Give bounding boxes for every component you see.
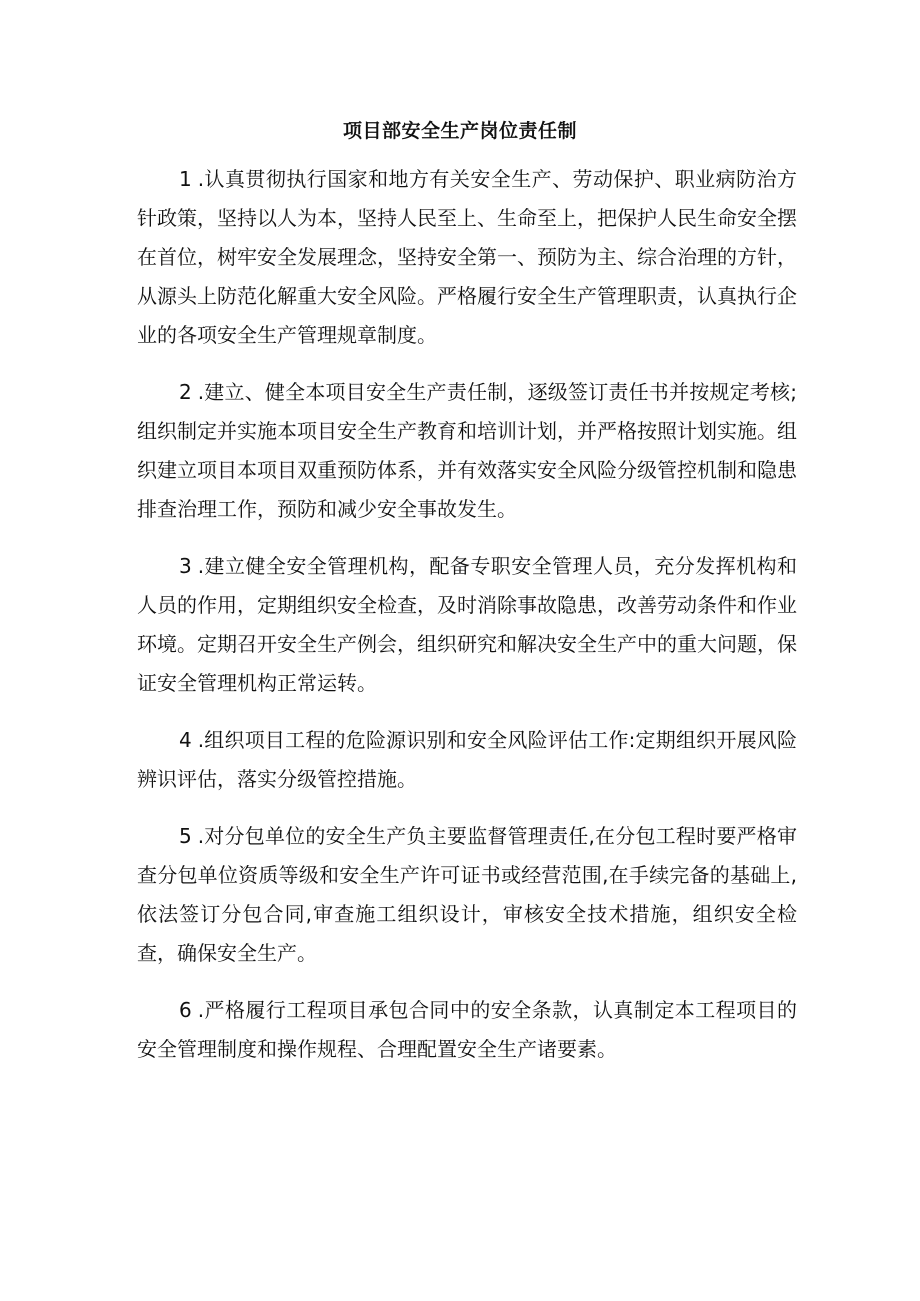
document-title: 项目部安全生产岗位责任制 [342, 120, 577, 142]
paragraph-number: 1 [179, 167, 198, 191]
paragraph-text: .对分包单位的安全生产负主要监督管理责任,在分包工程时要严格审查分包单位资质等级和安全生产许可证书或经营范围,在手续完备的基础上,依法签订分包合同,审查施工组织设计，审核安全技术措施，组织安全检查，确保安全生产。 [137, 824, 797, 965]
paragraph-text: .组织项目工程的危险源识别和安全风险评估工作:定期组织开展风险辨识评估，落实分级管控措施。 [137, 728, 797, 791]
paragraph-6 [137, 991, 797, 1069]
paragraph-number: 5 [179, 824, 198, 848]
paragraph-5 [137, 817, 797, 973]
paragraph-text: .严格履行工程项目承包合同中的安全条款，认真制定本工程项目的安全管理制度和操作规程、合理配置安全生产诸要素。 [137, 998, 797, 1061]
paragraph-1 [137, 160, 797, 355]
paragraph-number: 6 [179, 998, 198, 1022]
paragraph-text: .建立、健全本项目安全生产责任制，逐级签订责任书并按规定考核;组织制定并实施本项目安全生产教育和培训计划，并严格按照计划实施。组织建立项目本项目双重预防体系，并有效落实安全风险分级管控机制和隐患排查治理工作，预防和减少安全事故发生。 [137, 380, 797, 521]
paragraph-text: .认真贯彻执行国家和地方有关安全生产、劳动保护、职业病防治方针政策，坚持以人为本，坚持人民至上、生命至上，把保护人民生命安全摆在首位，树牢安全发展理念，坚持安全第一、预防为主、综合治理的方针，从源头上防范化解重大安全风险。严格履行安全生产管理职责，认真执行企业的各项安全生产管理规章制度。 [137, 167, 797, 347]
paragraph-number: 2 [179, 380, 198, 404]
document-body [137, 160, 797, 1087]
paragraph-3 [137, 547, 797, 703]
paragraph-number: 4 [179, 728, 198, 752]
paragraph-text: .建立健全安全管理机构，配备专职安全管理人员，充分发挥机构和人员的作用，定期组织安全检查，及时消除事故隐患，改善劳动条件和作业环境。定期召开安全生产例会，组织研究和解决安全生产中的重大问题，保证安全管理机构正常运转。 [137, 554, 797, 695]
paragraph-number: 3 [179, 554, 198, 578]
paragraph-4 [137, 721, 797, 799]
paragraph-2 [137, 373, 797, 529]
